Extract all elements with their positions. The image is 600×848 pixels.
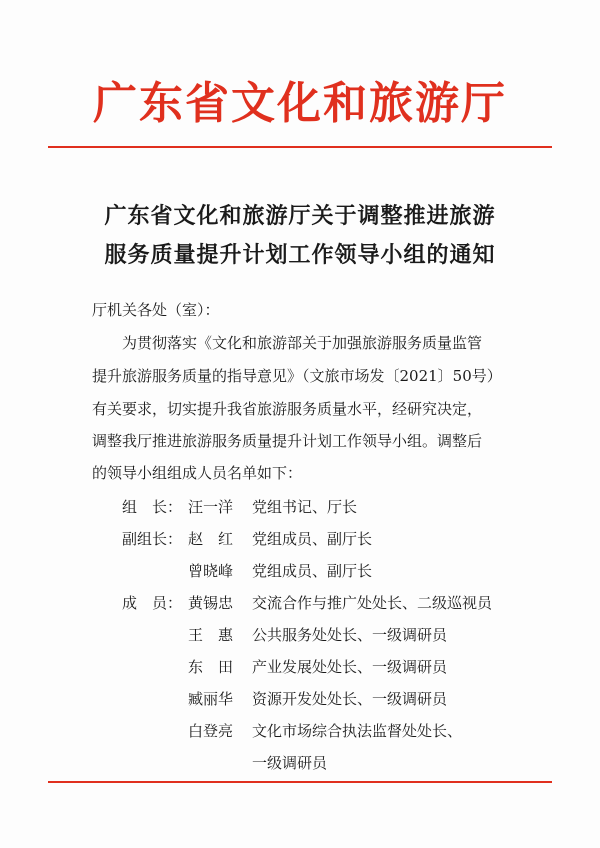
member-post: 党组书记、厅长 bbox=[252, 498, 358, 516]
member-post: 交流合作与推广处处长、二级巡视员 bbox=[252, 594, 493, 612]
member-name: 王 惠 bbox=[188, 626, 234, 644]
paragraph-line-3: 有关要求，切实提升我省旅游服务质量水平，经研究决定， bbox=[92, 400, 483, 418]
member-post: 文化市场综合执法监督处处长、 bbox=[252, 722, 463, 740]
paragraph-line-2: 提升旅游服务质量的指导意见》（文旅市场发〔2021〕50号） bbox=[92, 367, 502, 385]
member-name: 白登亮 bbox=[188, 722, 234, 740]
member-name: 曾晓峰 bbox=[188, 562, 234, 580]
member-post: 一级调研员 bbox=[252, 754, 328, 772]
member-name: 黄锡忠 bbox=[188, 594, 234, 612]
member-name: 赵 红 bbox=[188, 530, 234, 548]
org-letterhead: 广东省文化和旅游厅 bbox=[93, 78, 507, 129]
member-post: 产业发展处处长、一级调研员 bbox=[252, 658, 448, 676]
paragraph-line-1: 为贯彻落实《文化和旅游部关于加强旅游服务质量监管 bbox=[122, 334, 483, 352]
paragraph-line-5: 的领导小组组成人员名单如下： bbox=[92, 464, 303, 482]
letterhead-red-rule bbox=[48, 146, 552, 148]
member-name: 汪一洋 bbox=[188, 498, 234, 516]
member-role: 成 员： bbox=[122, 594, 183, 612]
salutation: 厅机关各处（室）： bbox=[92, 301, 220, 319]
member-post: 公共服务处处长、一级调研员 bbox=[252, 626, 448, 644]
member-name: 臧丽华 bbox=[188, 690, 234, 708]
document-title-line-1: 广东省文化和旅游厅关于调整推进旅游 bbox=[104, 204, 496, 229]
footer-red-rule bbox=[48, 781, 552, 783]
paragraph-line-4: 调整我厅推进旅游服务质量提升计划工作领导小组。调整后 bbox=[92, 432, 483, 450]
member-role: 副组长： bbox=[122, 530, 183, 548]
member-name: 东 田 bbox=[188, 658, 234, 676]
member-role: 组 长： bbox=[122, 498, 183, 516]
document-title-line-2: 服务质量提升计划工作领导小组的通知 bbox=[104, 243, 496, 268]
member-post: 资源开发处处长、一级调研员 bbox=[252, 690, 448, 708]
member-post: 党组成员、副厅长 bbox=[252, 530, 373, 548]
member-post: 党组成员、副厅长 bbox=[252, 562, 373, 580]
